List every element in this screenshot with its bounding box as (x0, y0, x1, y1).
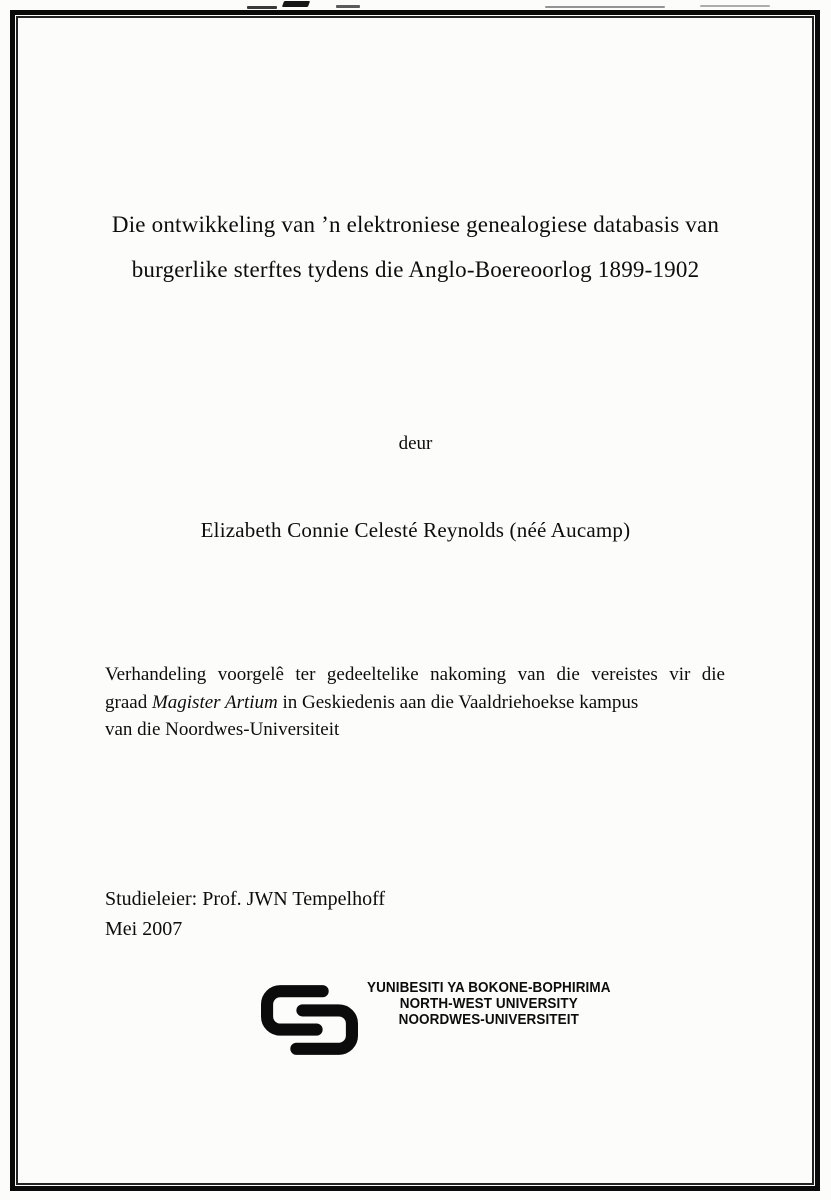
thesis-title-line2: burgerlike sterftes tydens die Anglo-Boereoorlog 1899-1902 (131, 257, 700, 282)
degree-statement (105, 661, 725, 744)
degree-name: Magister Artium (151, 691, 278, 713)
scan-artifact (700, 5, 770, 7)
scan-artifact (247, 6, 277, 9)
logo-line-english: NORTH-WEST UNIVERSITY (399, 995, 578, 1012)
logo-line-afrikaans: NOORDWES-UNIVERSITEIT (398, 1011, 579, 1028)
degree-statement-line2-pre: graad (105, 691, 152, 713)
date-line: Mei 2007 (105, 918, 183, 940)
thesis-title (40, 202, 791, 292)
degree-statement-line2 (105, 689, 725, 717)
supervisor-block (105, 884, 385, 944)
supervisor-line: Studieleier: Prof. JWN Tempelhoff (105, 888, 386, 910)
logo-line-setswana: YUNIBESITI YA BOKONE-BOPHIRIMA (367, 980, 611, 996)
degree-statement-line2-post: in Geskiedenis aan die Vaaldriehoekse kampus (277, 691, 639, 713)
degree-statement-line3: van die Noordwes-Universiteit (105, 719, 340, 740)
university-logo-text (367, 981, 611, 1028)
author-name: Elizabeth Connie Celesté Reynolds (néé Aucamp) (200, 518, 631, 542)
thesis-title-line1: Die ontwikkeling van ’n elektroniese genealogiese databasis van (111, 212, 720, 237)
byline-label: deur (398, 433, 433, 454)
university-logo (261, 980, 629, 1058)
nwu-logo-icon (261, 983, 358, 1058)
degree-statement-line1: Verhandeling voorgelê ter gedeeltelike nakoming van die vereistes vir die (105, 664, 725, 685)
scan-artifact (545, 6, 665, 8)
scan-artifact (336, 5, 360, 8)
scan-artifact (282, 1, 310, 7)
